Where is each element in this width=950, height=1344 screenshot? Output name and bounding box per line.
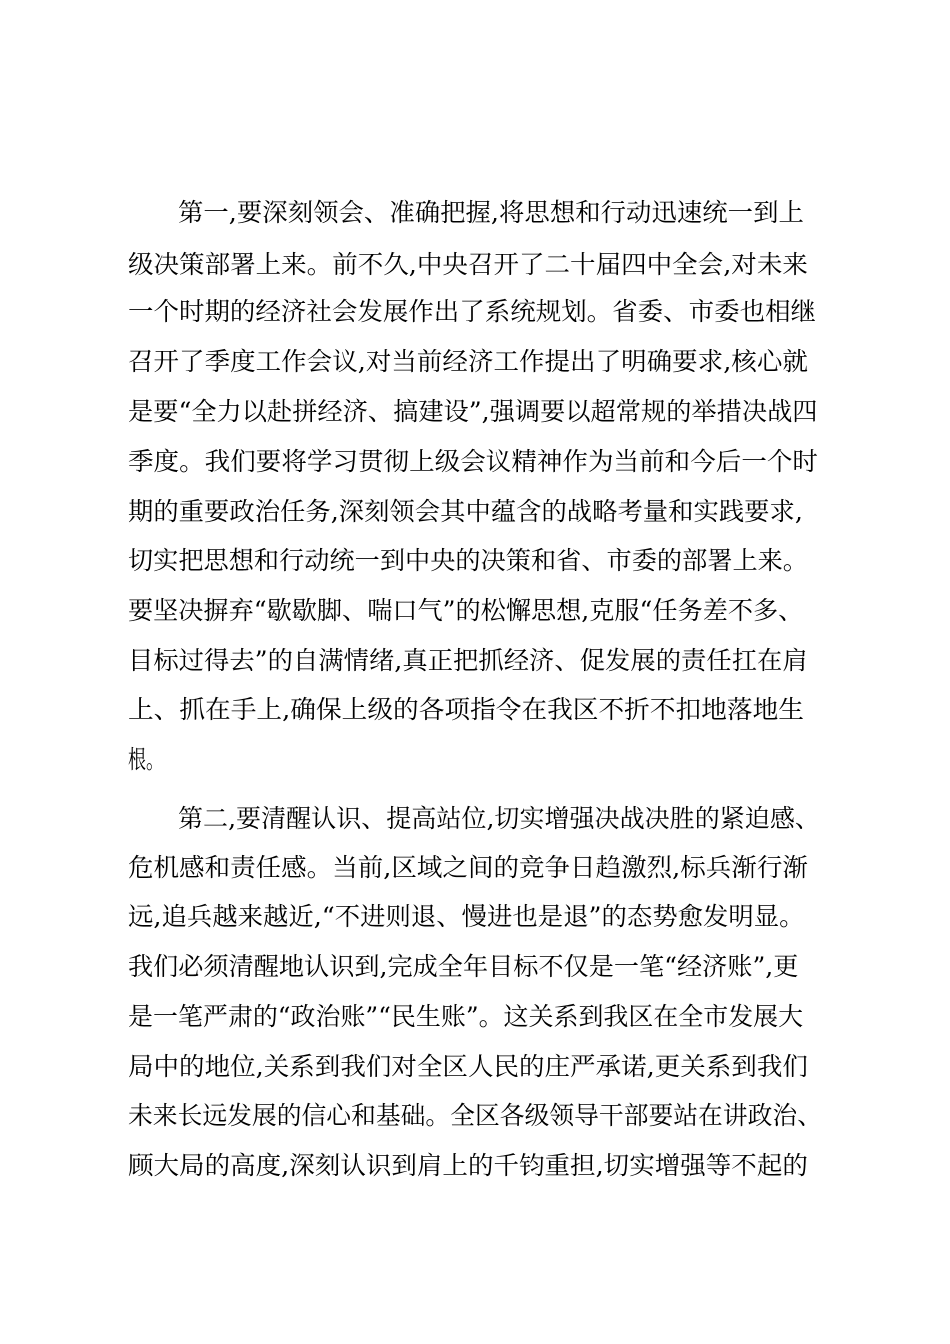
paragraph-line: 级决策部署上来。前不久,中央召开了二十届四中全会,对未来 — [128, 250, 808, 279]
paragraph-line: 召开了季度工作会议,对当前经济工作提出了明确要求,核心就 — [128, 347, 808, 376]
paragraph-line: 根。 — [128, 745, 165, 774]
paragraph-line: 上、抓在手上,确保上级的各项指令在我区不折不扣地落地生 — [128, 695, 804, 724]
paragraph-line: 期的重要政治任务,深刻领会其中蕴含的战略考量和实践要求, — [128, 497, 803, 526]
paragraph-line: 要坚决摒弃“歇歇脚、喘口气”的松懈思想,克服“任务差不多、 — [128, 596, 804, 625]
paragraph-line: 我们必须清醒地认识到,完成全年目标不仅是一笔“经济账”,更 — [128, 952, 799, 981]
paragraph-line: 切实把思想和行动统一到中央的决策和省、市委的部署上来。 — [128, 546, 809, 575]
paragraph-line: 未来长远发展的信心和基础。全区各级领导干部要站在讲政治、 — [128, 1101, 822, 1130]
paragraph-line: 局中的地位,关系到我们对全区人民的庄严承诺,更关系到我们 — [128, 1052, 808, 1081]
paragraph-line: 季度。我们要将学习贯彻上级会议精神作为当前和今后一个时 — [128, 447, 819, 476]
paragraph-line: 一个时期的经济社会发展作出了系统规划。省委、市委也相继 — [128, 297, 817, 326]
paragraph-line: 顾大局的高度,深刻认识到肩上的千钧重担,切实增强等不起的 — [128, 1151, 808, 1180]
paragraph-line: 目标过得去”的自满情绪,真正把抓经济、促发展的责任扛在肩 — [128, 646, 808, 675]
paragraph-line: 远,追兵越来越近,“不进则退、慢进也是退”的态势愈发明显。 — [128, 902, 805, 931]
paragraph-line: 是一笔严肃的“政治账”“民生账”。这关系到我区在全市发展大 — [128, 1002, 804, 1031]
paragraph-line: 第一,要深刻领会、准确把握,将思想和行动迅速统一到上 — [178, 198, 804, 227]
paragraph-line: 第二,要清醒认识、提高站位,切实增强决战决胜的紧迫感、 — [178, 804, 820, 833]
paragraph-line: 是要“全力以赴拼经济、搞建设”,强调要以超常规的举措决战四 — [128, 397, 818, 426]
paragraph-line: 危机感和责任感。当前,区域之间的竞争日趋激烈,标兵渐行渐 — [128, 853, 808, 882]
